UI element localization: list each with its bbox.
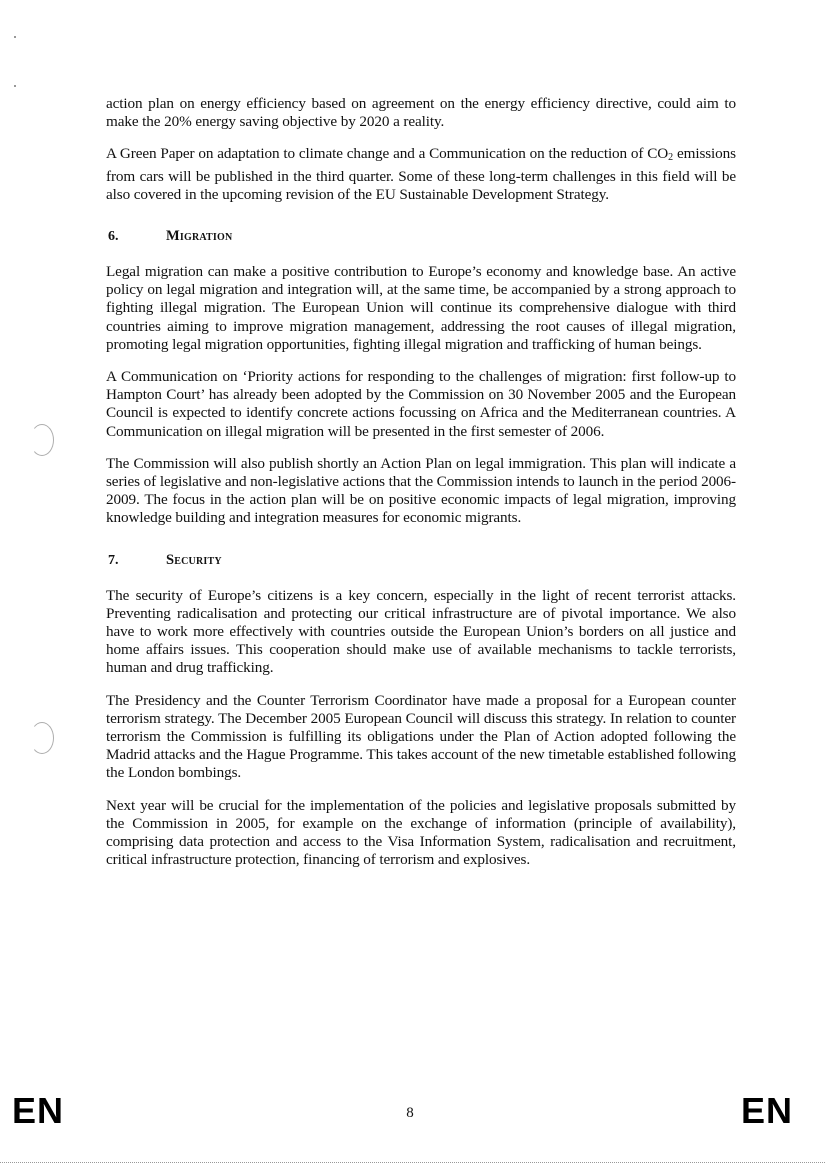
scan-speck [14,85,16,87]
paragraph-next-year: Next year will be crucial for the implementation of the policies and legislative proposals submitted by the Commission in 2005, for example on the exchange of information (principle of availability), comprising data protection and access to the Visa Information System, radicalisation and recruitment, critical infrastructure protection, financing of terrorism and explosives. [106,796,736,869]
scan-speck [14,36,16,38]
section-heading-security [108,552,736,569]
punch-hole-mark [30,424,54,456]
punch-hole-mark [30,722,54,754]
section-title: Security [166,551,222,568]
paragraph-green-paper [106,145,736,204]
section-title: Migration [166,228,233,245]
paragraph-legal-migration: Legal migration can make a positive contribution to Europe’s economy and knowledge base. An active policy on legal migration and integration will, at the same time, be accompanied by a strong approach to fighting illegal migration. The European Union will continue its comprehensive dialogue with third countries aiming to improve migration management, addressing the root causes of illegal migration, promoting legal migration opportunities, fighting illegal migration and trafficking of human beings. [106,263,736,353]
paragraph-green-paper-text-end: emissions from cars will be published in the third quarter. Some of these long-term challenges in this field will be also covered in the upcoming revision of the EU Sustainable Development Strategy. [106,145,736,203]
document-body [106,95,736,884]
section-number: 6. [108,229,119,245]
paragraph-action-plan: The Commission will also publish shortly an Action Plan on legal immigration. This plan will indicate a series of legislative and non-legislative actions that the Commission intends to launch in the period 2006-2009. The focus in the action plan will be on positive economic impacts of legal migration, improving knowledge building and integration measures for economic migrants. [106,454,737,527]
co2-subscript: 2 [668,152,674,164]
paragraph-green-paper-text-start: A Green Paper on adaptation to climate change and a Communication on the reduction of CO [106,145,669,163]
paragraph-counter-terrorism: The Presidency and the Counter Terrorism Coordinator have made a proposal for a European counter terrorism strategy. The December 2005 European Council will discuss this strategy. In relation to counter terrorism the Commission is fulfilling its obligations under the Plan of Action adopted following the Madrid attacks and the Hague Programme. This takes account of the new timetable established following the London bombings. [106,691,736,782]
footer-language-left: EN [12,1090,65,1131]
footer-language-right: EN [741,1090,794,1131]
page-bottom-edge [0,1162,825,1163]
section-number: 7. [108,552,119,568]
paragraph-priority-actions: A Communication on ‘Priority actions for responding to the challenges of migration: first follow-up to Hampton Court’ has already been adopted by the Commission on 30 November 2005 and the European Council is expected to identify concrete actions focussing on Africa and the Mediterranean countries. A Communication on illegal migration will be presented in the first semester of 2006. [106,368,736,440]
paragraph-security-concern: The security of Europe’s citizens is a key concern, especially in the light of recent terrorist attacks. Preventing radicalisation and protecting our critical infrastructure are of pivotal importance. We also have to work more effectively with countries outside the European Union’s borders on all justice and home affairs issues. This cooperation should make use of available mechanisms to tackle terrorists, human and drug trafficking. [106,586,736,677]
section-heading-migration [108,228,736,245]
paragraph-energy-efficiency: action plan on energy efficiency based on agreement on the energy efficiency directive, could aim to make the 20% energy saving objective by 2020 a reality. [106,95,736,131]
page-number: 8 [406,1105,414,1121]
